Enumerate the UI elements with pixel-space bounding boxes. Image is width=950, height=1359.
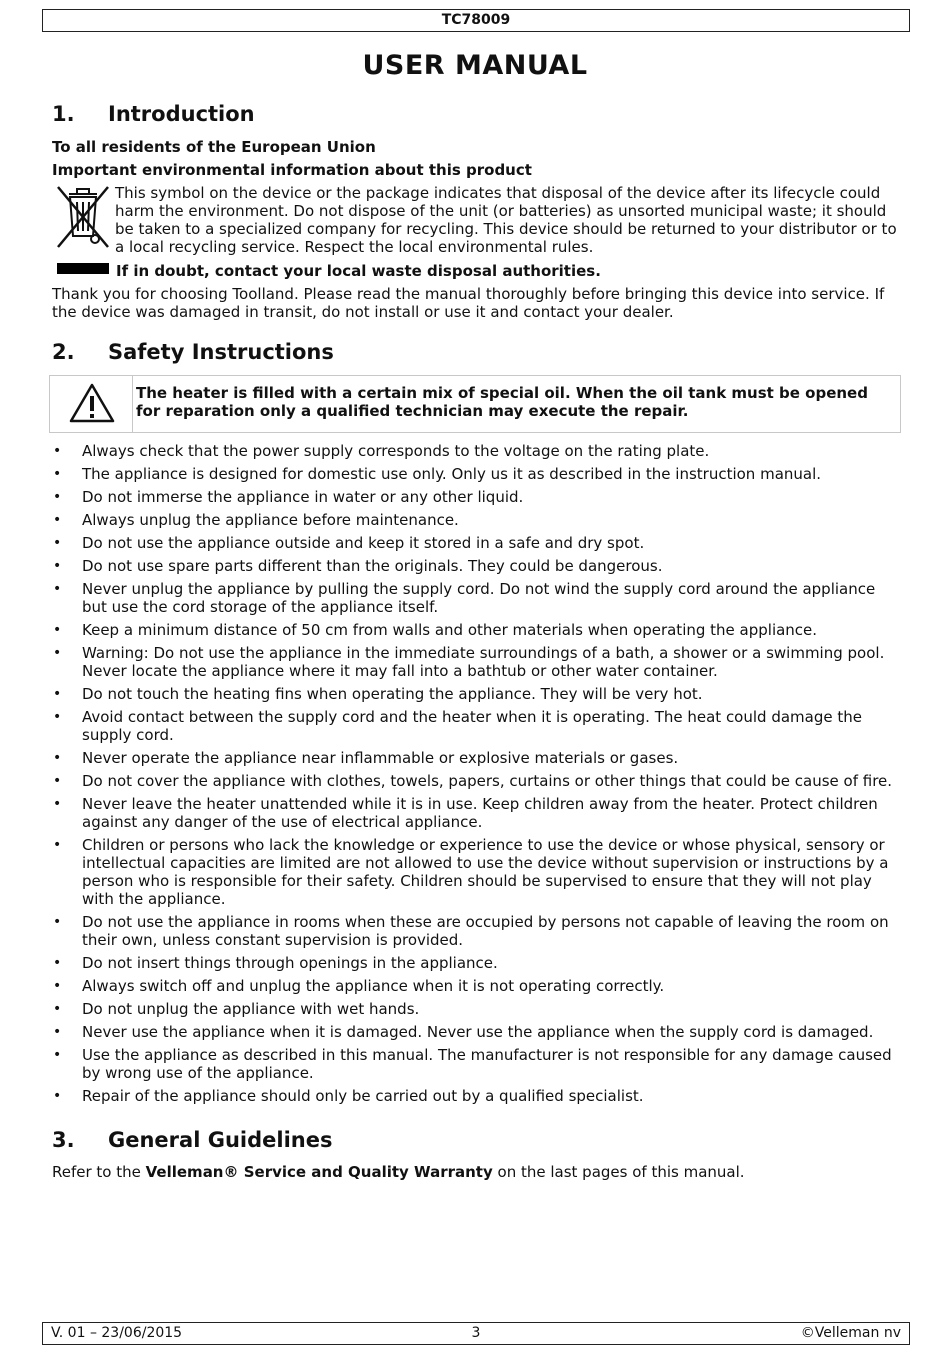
section-introduction-heading bbox=[52, 102, 255, 126]
safety-bullet-item bbox=[52, 580, 902, 616]
model-number: TC78009 bbox=[441, 12, 511, 28]
bullet-marker: • bbox=[53, 796, 62, 812]
bullet-text: Never operate the appliance near inflammable or explosive materials or gases. bbox=[82, 749, 679, 767]
footer-page-number: 3 bbox=[471, 1325, 481, 1341]
bullet-marker: • bbox=[53, 773, 62, 789]
warning-triangle-icon bbox=[69, 383, 115, 423]
bullet-text: Do not use spare parts different than the originals. They could be dangerous. bbox=[82, 557, 663, 575]
bullet-text: Do not cover the appliance with clothes, towels, papers, curtains or other things that could be cause of fire. bbox=[82, 772, 893, 790]
bullet-marker: • bbox=[53, 978, 62, 994]
thank-you-paragraph: Thank you for choosing Toolland. Please read the manual thoroughly before bringing this device into service. If the device was damaged in transit, do not install or use it and contact your dealer. bbox=[52, 285, 885, 321]
safety-bullet-item bbox=[52, 1087, 902, 1105]
safety-bullet-item bbox=[52, 442, 902, 460]
bullet-marker: • bbox=[53, 443, 62, 459]
bullet-text: Children or persons who lack the knowledge or experience to use the device or whose physical, sensory or intellectual capacities are limited are not allowed to use the device without supervision or instructions by a person who is responsible for their safety. Children should be supervised to ensure that they will not play with the appliance. bbox=[82, 836, 889, 908]
safety-bullet-item bbox=[52, 621, 902, 639]
footer-copyright: ©Velleman nv bbox=[800, 1325, 901, 1341]
bullet-text: Do not use the appliance outside and keep it stored in a safe and dry spot. bbox=[82, 534, 645, 552]
oil-warning-text: The heater is filled with a certain mix of special oil. When the oil tank must be opened for reparation only a qualified technician may execute the repair. bbox=[136, 384, 868, 420]
bullet-text: Never unplug the appliance by pulling the supply cord. Do not wind the supply cord around the appliance but use the cord storage of the appliance itself. bbox=[82, 580, 876, 616]
bullet-text: The appliance is designed for domestic use only. Only us it as described in the instruction manual. bbox=[82, 465, 822, 483]
bullet-text: Do not use the appliance in rooms when these are occupied by persons not capable of leaving the room on their own, unless constant supervision is provided. bbox=[82, 913, 889, 949]
bullet-text: Keep a minimum distance of 50 cm from walls and other materials when operating the appliance. bbox=[82, 621, 818, 639]
safety-bullet-item bbox=[52, 685, 902, 703]
bullet-marker: • bbox=[53, 1024, 62, 1040]
guidelines-post: on the last pages of this manual. bbox=[492, 1163, 745, 1181]
safety-bullet-item bbox=[52, 772, 902, 790]
safety-bullet-item bbox=[52, 557, 902, 575]
safety-bullet-item bbox=[52, 1000, 902, 1018]
section-guidelines-heading bbox=[52, 1128, 332, 1152]
bullet-marker: • bbox=[53, 466, 62, 482]
safety-bullet-item bbox=[52, 795, 902, 831]
safety-bullet-item bbox=[52, 954, 902, 972]
guidelines-paragraph bbox=[52, 1163, 745, 1181]
safety-bullet-item bbox=[52, 977, 902, 995]
bullet-text: Do not touch the heating fins when operating the appliance. They will be very hot. bbox=[82, 685, 703, 703]
section-title: Introduction bbox=[108, 102, 255, 126]
bullet-text: Avoid contact between the supply cord and the heater when it is operating. The heat could damage the supply cord. bbox=[82, 708, 862, 744]
bullet-text: Always unplug the appliance before maintenance. bbox=[82, 511, 459, 529]
bullet-marker: • bbox=[53, 622, 62, 638]
safety-bullet-item bbox=[52, 465, 902, 483]
bullet-text: Warning: Do not use the appliance in the immediate surroundings of a bath, a shower or a swimming pool. Never locate the appliance where it may fall into a bathtub or other water container. bbox=[82, 644, 885, 680]
bullet-text: Always switch off and unplug the appliance when it is not operating correctly. bbox=[82, 977, 665, 995]
bullet-marker: • bbox=[53, 558, 62, 574]
bullet-marker: • bbox=[53, 914, 62, 930]
bullet-marker: • bbox=[53, 709, 62, 725]
safety-bullet-list bbox=[52, 442, 902, 1110]
section-number: 2. bbox=[52, 340, 75, 364]
bullet-text: Do not insert things through openings in the appliance. bbox=[82, 954, 498, 972]
bullet-marker: • bbox=[53, 686, 62, 702]
safety-bullet-item bbox=[52, 534, 902, 552]
section-number: 1. bbox=[52, 102, 75, 126]
footer-version: V. 01 – 23/06/2015 bbox=[51, 1325, 183, 1341]
section-safety-heading bbox=[52, 340, 334, 364]
page-title: USER MANUAL bbox=[362, 50, 588, 81]
weee-bar bbox=[57, 263, 109, 274]
bullet-marker: • bbox=[53, 1001, 62, 1017]
bullet-text: Do not unplug the appliance with wet hands. bbox=[82, 1000, 420, 1018]
bullet-marker: • bbox=[53, 1088, 62, 1104]
waste-authorities-note: If in doubt, contact your local waste disposal authorities. bbox=[116, 262, 601, 280]
safety-bullet-item bbox=[52, 1046, 902, 1082]
bullet-marker: • bbox=[53, 489, 62, 505]
warranty-reference: Velleman® Service and Quality Warranty bbox=[145, 1163, 493, 1181]
safety-bullet-item bbox=[52, 511, 902, 529]
safety-bullet-item bbox=[52, 644, 902, 680]
bullet-text: Repair of the appliance should only be carried out by a qualified specialist. bbox=[82, 1087, 644, 1105]
guidelines-pre: Refer to the bbox=[52, 1163, 146, 1181]
bullet-marker: • bbox=[53, 750, 62, 766]
safety-bullet-item bbox=[52, 836, 902, 908]
warning-icon-cell bbox=[50, 376, 133, 432]
bullet-marker: • bbox=[53, 955, 62, 971]
safety-bullet-item bbox=[52, 488, 902, 506]
page-footer bbox=[42, 1322, 910, 1345]
section-title: General Guidelines bbox=[108, 1128, 333, 1152]
oil-warning-box bbox=[49, 375, 901, 433]
bullet-marker: • bbox=[53, 535, 62, 551]
section-title: Safety Instructions bbox=[108, 340, 334, 364]
header-model bbox=[42, 9, 910, 32]
weee-paragraph: This symbol on the device or the package indicates that disposal of the device after its lifecycle could harm the environment. Do not dispose of the unit (or batteries) as unsorted municipal waste; it should be taken to a specialized company for recycling. This device should be returned to your distributor or to a local recycling service. Respect the local environmental rules. bbox=[115, 184, 897, 256]
safety-bullet-item bbox=[52, 749, 902, 767]
env-info-line: Important environmental information about this product bbox=[52, 161, 532, 179]
bullet-marker: • bbox=[53, 1047, 62, 1063]
bullet-marker: • bbox=[53, 645, 62, 661]
safety-bullet-item bbox=[52, 708, 902, 744]
bullet-text: Use the appliance as described in this manual. The manufacturer is not responsible for any damage caused by wrong use of the appliance. bbox=[82, 1046, 892, 1082]
bullet-text: Do not immerse the appliance in water or any other liquid. bbox=[82, 488, 524, 506]
weee-crossed-bin-icon bbox=[55, 184, 111, 250]
bullet-text: Never leave the heater unattended while it is in use. Keep children away from the heater. Protect children against any danger of the use of electrical appliance. bbox=[82, 795, 878, 831]
section-number: 3. bbox=[52, 1128, 75, 1152]
bullet-text: Always check that the power supply corresponds to the voltage on the rating plate. bbox=[82, 442, 710, 460]
safety-bullet-item bbox=[52, 1023, 902, 1041]
bullet-marker: • bbox=[53, 512, 62, 528]
bullet-marker: • bbox=[53, 581, 62, 597]
safety-bullet-item bbox=[52, 913, 902, 949]
bullet-text: Never use the appliance when it is damaged. Never use the appliance when the supply cord is damaged. bbox=[82, 1023, 874, 1041]
eu-residents-line: To all residents of the European Union bbox=[52, 138, 376, 156]
bullet-marker: • bbox=[53, 837, 62, 853]
